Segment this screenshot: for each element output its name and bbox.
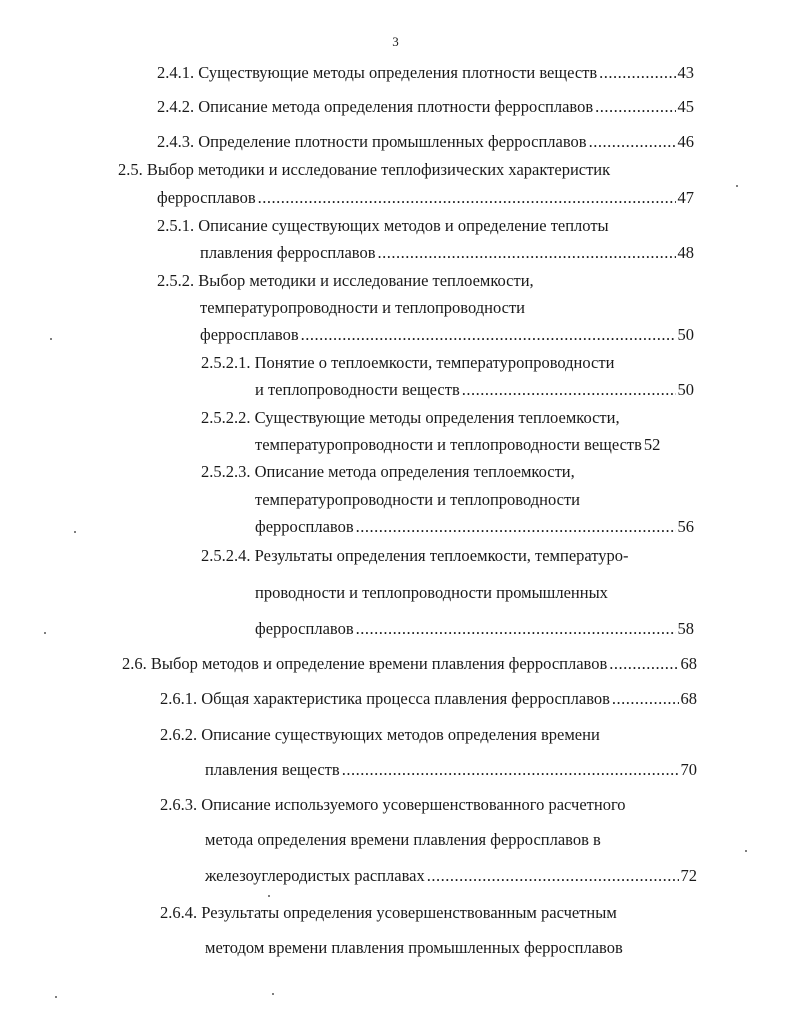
- toc-leader-dots: [258, 187, 676, 209]
- toc-leader-dots: [609, 653, 678, 675]
- toc-leader-dots: [589, 131, 676, 153]
- toc-entry: [160, 902, 617, 924]
- toc-entry: [157, 270, 534, 292]
- toc-entry-continuation: [200, 324, 694, 346]
- toc-entry-title: ферросплавов: [157, 188, 256, 207]
- toc-entry: [201, 545, 629, 567]
- toc-entry-page: 70: [680, 760, 697, 779]
- toc-entry-continuation: [255, 618, 694, 640]
- toc-entry-page: 48: [677, 243, 694, 262]
- toc-entry: [157, 215, 609, 237]
- toc-entry: [157, 96, 694, 118]
- toc-entry-continuation: [255, 516, 694, 538]
- toc-entry-page: 58: [677, 619, 694, 638]
- scan-speck: [272, 993, 274, 995]
- toc-entry-continuation: [200, 242, 694, 264]
- toc-entry-page: 45: [677, 97, 694, 116]
- toc-entry-page: 46: [677, 132, 694, 151]
- toc-leader-dots: [595, 96, 675, 118]
- toc-entry-continuation: [205, 937, 623, 959]
- toc-entry: [201, 352, 614, 374]
- toc-entry-title: 2.6.2. Описание существующих методов определения времени: [160, 725, 600, 744]
- toc-entry-title: 2.5.2.2. Существующие методы определения теплоемкости,: [201, 408, 620, 427]
- toc-entry-title: 2.5.2.1. Понятие о теплоемкости, температуропроводности: [201, 353, 615, 372]
- toc-entry-continuation: [255, 582, 608, 604]
- toc-entry-title: ферросплавов: [255, 517, 354, 536]
- toc-entry: [160, 688, 697, 710]
- toc-entry: [201, 407, 620, 429]
- scan-speck: [268, 895, 270, 897]
- toc-entry: [122, 653, 697, 675]
- toc-entry-title: 2.4.2. Описание метода определения плотности ферросплавов: [157, 97, 594, 116]
- toc-entry-page: 52: [643, 435, 661, 454]
- toc-entry-title: железоуглеродистых расплавах: [205, 866, 425, 885]
- toc-leader-dots: [378, 242, 676, 264]
- toc-entry-continuation: [205, 829, 601, 851]
- toc-leader-dots: [301, 324, 676, 346]
- toc-entry-title: 2.6.1. Общая характеристика процесса плавления ферросплавов: [160, 689, 610, 708]
- toc-entry-title: и теплопроводности веществ: [255, 380, 460, 399]
- toc-entry-title: 2.6. Выбор методов и определение времени плавления ферросплавов: [122, 654, 608, 673]
- toc-entry-title: 2.5.2. Выбор методики и исследование теплоемкости,: [157, 271, 534, 290]
- toc-leader-dots: [462, 379, 676, 401]
- toc-entry-title: 2.5.2.4. Результаты определения теплоемкости, температуро-: [201, 546, 629, 565]
- toc-entry-page: 72: [680, 866, 697, 885]
- scan-speck: [745, 850, 747, 852]
- toc-entry-page: 56: [677, 517, 694, 536]
- page-number: 3: [392, 34, 399, 49]
- toc-entry: [118, 159, 610, 181]
- toc-leader-dots: [342, 759, 679, 781]
- toc-leader-dots: [427, 865, 679, 887]
- toc-entry-title: метода определения времени плавления ферросплавов в: [205, 830, 601, 849]
- toc-entry: [157, 62, 694, 84]
- scan-speck: [74, 531, 76, 533]
- toc-entry-title: 2.6.3. Описание используемого усовершенствованного расчетного: [160, 795, 626, 814]
- toc-leader-dots: [599, 62, 675, 84]
- toc-entry-page: 50: [677, 325, 694, 344]
- toc-entry: [160, 724, 600, 746]
- toc-entry-continuation: [200, 297, 525, 319]
- toc-entry-title: плавления веществ: [205, 760, 340, 779]
- toc-entry-title: температуропроводности и теплопроводности веществ: [255, 435, 642, 454]
- toc-entry-title: 2.5.1. Описание существующих методов и определение теплоты: [157, 216, 609, 235]
- toc-entry: [160, 794, 626, 816]
- toc-entry-page: 68: [680, 689, 697, 708]
- toc-leader-dots: [356, 618, 676, 640]
- toc-entry-continuation: [255, 379, 694, 401]
- toc-entry-title: 2.5.2.3. Описание метода определения теплоемкости,: [201, 462, 575, 481]
- toc-entry-continuation: [205, 865, 697, 887]
- scan-speck: [50, 338, 52, 340]
- toc-entry-title: 2.4.3. Определение плотности промышленных ферросплавов: [157, 132, 587, 151]
- toc-entry-title: 2.6.4. Результаты определения усовершенствованным расчетным: [160, 903, 617, 922]
- toc-leader-dots: [612, 688, 679, 710]
- toc-entry-continuation: [205, 759, 697, 781]
- toc-entry-continuation: [255, 489, 580, 511]
- toc-entry-title: ферросплавов: [255, 619, 354, 638]
- toc-entry-title: температуропроводности и теплопроводности: [255, 490, 581, 509]
- scan-speck: [736, 185, 738, 187]
- toc-entry-title: температуропроводности и теплопроводности: [200, 298, 526, 317]
- toc-entry-title: 2.4.1. Существующие методы определения плотности веществ: [157, 63, 598, 82]
- toc-entry-continuation: [255, 434, 694, 456]
- toc-entry-title: проводности и теплопроводности промышленных: [255, 583, 608, 602]
- toc-entry-title: методом времени плавления промышленных ферросплавов: [205, 938, 623, 957]
- scan-speck: [44, 632, 46, 634]
- toc-entry-page: 50: [677, 380, 694, 399]
- toc-leader-dots: [356, 516, 676, 538]
- toc-entry: [201, 461, 575, 483]
- toc-entry-continuation: [157, 187, 694, 209]
- toc-entry-page: 43: [677, 63, 694, 82]
- toc-entry: [157, 131, 694, 153]
- scan-speck: [55, 996, 57, 998]
- toc-entry-page: 68: [680, 654, 697, 673]
- toc-entry-title: ферросплавов: [200, 325, 299, 344]
- toc-entry-title: плавления ферросплавов: [200, 243, 376, 262]
- toc-entry-title: 2.5. Выбор методики и исследование теплофизических характеристик: [118, 160, 611, 179]
- toc-entry-page: 47: [677, 188, 694, 207]
